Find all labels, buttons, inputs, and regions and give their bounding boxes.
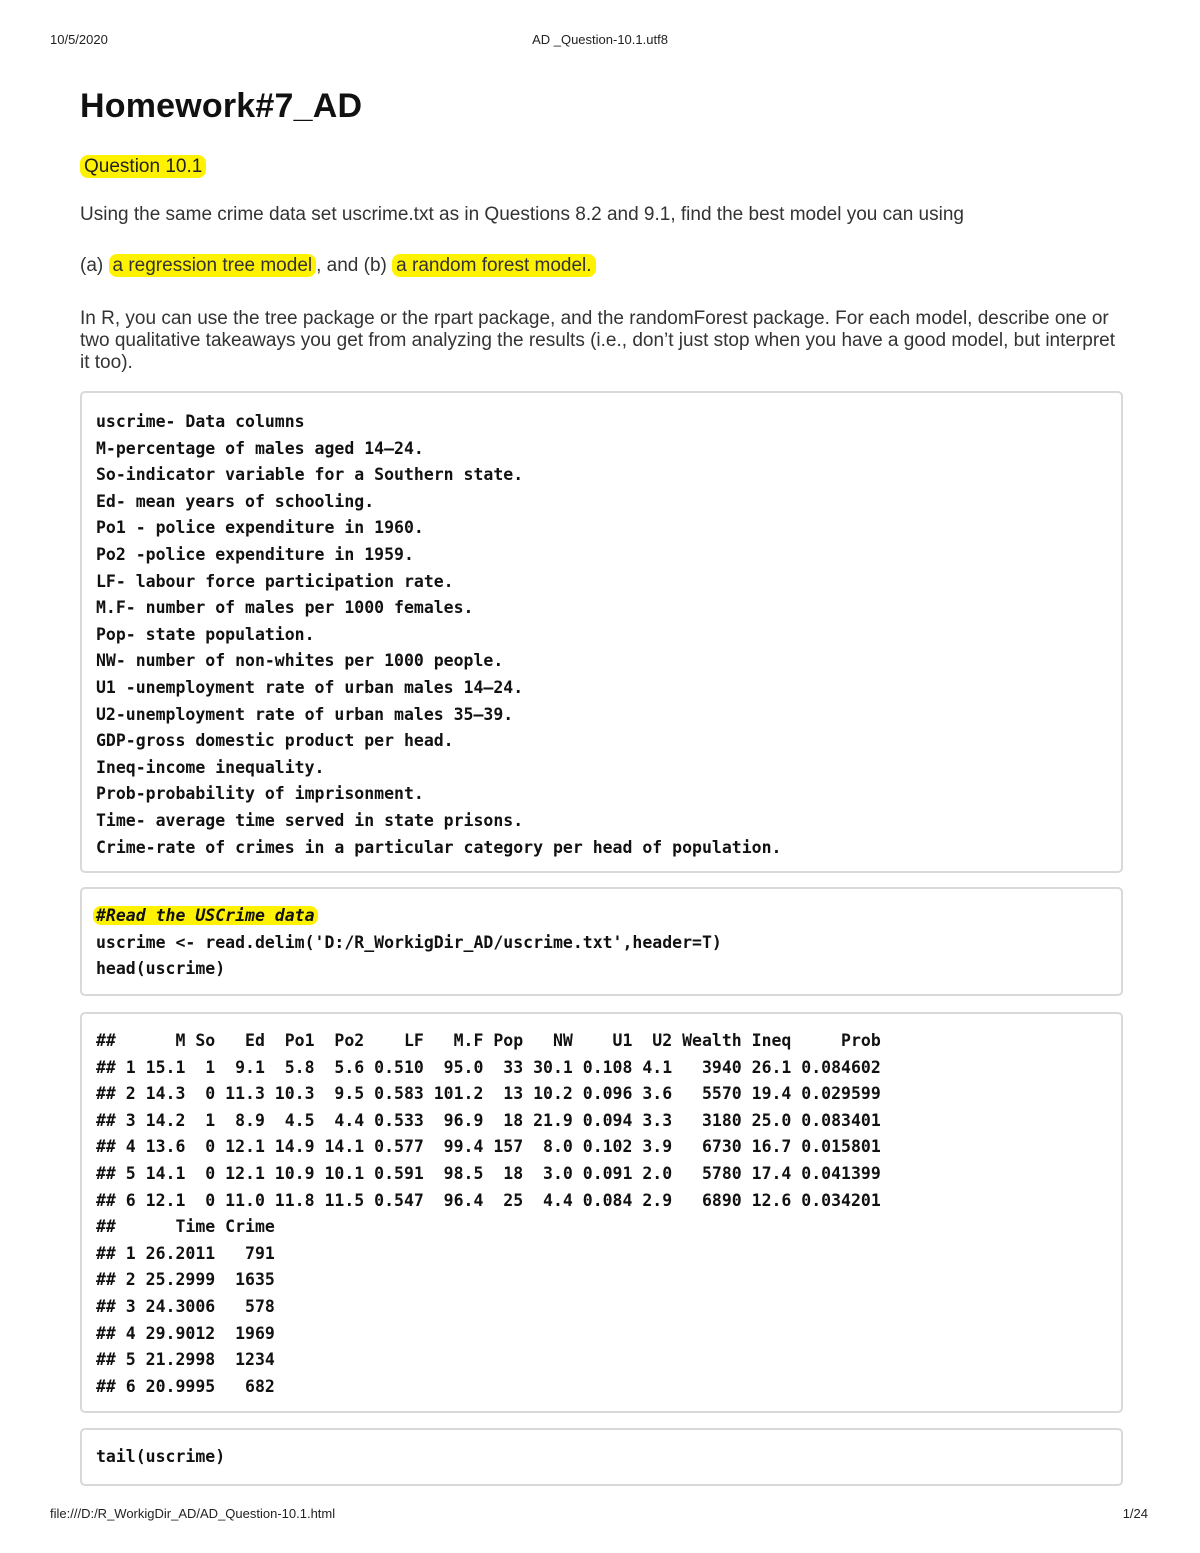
output-line: ## 1 26.2011 791 — [96, 1243, 275, 1263]
column-line: Time- average time served in state prisons. — [96, 810, 524, 830]
data-columns-text — [96, 409, 781, 861]
head-output-text — [96, 1028, 881, 1400]
print-date: 10/5/2020 — [50, 32, 108, 47]
output-line: ## 1 15.1 1 9.1 5.8 5.6 0.510 95.0 33 30.1 0.108 4.1 3940 26.1 0.084602 — [96, 1057, 881, 1077]
part-a-highlight: a regression tree model — [109, 254, 317, 277]
column-line: NW- number of non-whites per 1000 people. — [96, 651, 504, 671]
code-line: head(uscrime) — [96, 959, 226, 979]
data-columns-codeblock — [80, 391, 1123, 873]
output-line: ## 3 24.3006 578 — [96, 1296, 275, 1316]
column-line: GDP-gross domestic product per head. — [96, 731, 454, 751]
read-data-code — [96, 903, 722, 983]
column-line: So-indicator variable for a Southern state. — [96, 465, 524, 485]
page-title: Homework#7_AD — [80, 87, 363, 125]
column-line: Ineq-income inequality. — [96, 757, 325, 777]
question-parts — [80, 255, 1123, 277]
output-line: ## 6 12.1 0 11.0 11.8 11.5 0.547 96.4 25 4.4 0.084 2.9 6890 12.6 0.034201 — [96, 1190, 881, 1210]
output-line: ## 4 29.9012 1969 — [96, 1323, 275, 1343]
print-doc-title: AD _Question-10.1.utf8 — [532, 32, 668, 47]
code-comment: #Read the USCrime data — [93, 906, 318, 925]
output-line: ## 2 25.2999 1635 — [96, 1270, 275, 1290]
column-line: Prob-probability of imprisonment. — [96, 784, 424, 804]
column-line: U1 -unemployment rate of urban males 14–24. — [96, 677, 524, 697]
output-line: ## 4 13.6 0 12.1 14.9 14.1 0.577 99.4 157 8.0 0.102 3.9 6730 16.7 0.015801 — [96, 1137, 881, 1157]
output-line: ## 5 21.2998 1234 — [96, 1350, 275, 1370]
column-line: M-percentage of males aged 14–24. — [96, 438, 424, 458]
output-line: ## 3 14.2 1 8.9 4.5 4.4 0.533 96.9 18 21.9 0.094 3.3 3180 25.0 0.083401 — [96, 1110, 881, 1130]
column-line: Po1 - police expenditure in 1960. — [96, 518, 424, 538]
part-b-highlight: a random forest model. — [392, 254, 595, 277]
document-body — [80, 84, 1123, 374]
column-line: M.F- number of males per 1000 females. — [96, 598, 474, 618]
read-data-codeblock — [80, 887, 1123, 996]
column-line: Ed- mean years of schooling. — [96, 491, 375, 511]
print-header — [50, 32, 1150, 50]
data-columns-heading: uscrime- Data columns — [96, 412, 305, 431]
column-line: Crime-rate of crimes in a particular category per head of population. — [96, 837, 782, 857]
question-intro: Using the same crime data set uscrime.txt as in Questions 8.2 and 9.1, find the best model you can using — [80, 204, 964, 225]
column-line: Pop- state population. — [96, 624, 315, 644]
question-heading — [80, 154, 1123, 180]
tail-codeblock — [80, 1428, 1123, 1486]
output-line: ## 2 14.3 0 11.3 10.3 9.5 0.583 101.2 13 10.2 0.096 3.6 5570 19.4 0.029599 — [96, 1084, 881, 1104]
column-line: LF- labour force participation rate. — [96, 571, 454, 591]
print-file-path: file:///D:/R_WorkigDir_AD/AD_Question-10.1.html — [50, 1506, 336, 1521]
part-b-prefix: , and (b) — [316, 255, 393, 276]
output-line: ## 6 20.9995 682 — [96, 1376, 275, 1396]
column-line: Po2 -police expenditure in 1959. — [96, 544, 414, 564]
question-label: Question 10.1 — [80, 155, 206, 178]
question-instructions: In R, you can use the tree package or the rpart package, and the randomForest package. For each model, describe one or two qualitative takeaways you get from analyzing the results (i.e., don’t just stop when you have a good model, but interpret it too). — [80, 308, 1116, 373]
part-a-prefix: (a) — [80, 255, 109, 276]
output-line: ## M So Ed Po1 Po2 LF M.F Pop NW U1 U2 Wealth Ineq Prob — [96, 1031, 881, 1050]
code-line: uscrime <- read.delim('D:/R_WorkigDir_AD/uscrime.txt',header=T) — [96, 932, 722, 952]
print-footer — [50, 1506, 1150, 1524]
output-line: ## Time Crime — [96, 1217, 275, 1237]
column-line: U2-unemployment rate of urban males 35–39. — [96, 704, 514, 724]
head-output-codeblock — [80, 1012, 1123, 1413]
tail-code: tail(uscrime) — [96, 1447, 226, 1466]
print-page-number: 1/24 — [1122, 1506, 1148, 1521]
output-line: ## 5 14.1 0 12.1 10.9 10.1 0.591 98.5 18 3.0 0.091 2.0 5780 17.4 0.041399 — [96, 1163, 881, 1183]
